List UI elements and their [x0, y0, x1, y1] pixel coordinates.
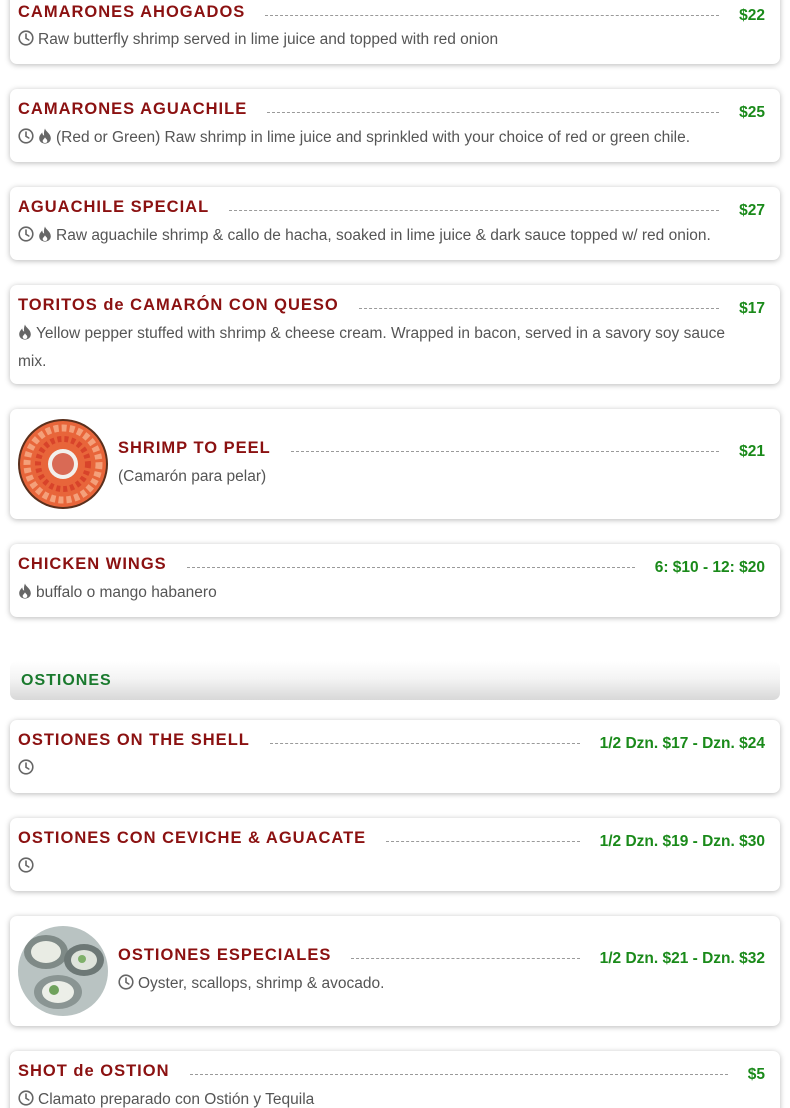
flame-icon — [38, 127, 52, 153]
item-description: Clamato preparado con Ostión y Tequila — [18, 1087, 750, 1108]
dotted-leader — [291, 451, 719, 452]
clock-icon — [118, 973, 134, 999]
flame-icon — [18, 323, 32, 349]
dotted-leader — [190, 1074, 728, 1075]
item-price: 1/2 Dzn. $17 - Dzn. $24 — [599, 734, 765, 752]
item-description: (Camarón para pelar) — [118, 468, 267, 485]
item-description: Raw aguachile shrimp & callo de hacha, soaked in lime juice & dark sauce topped w/ red onion. — [18, 223, 750, 251]
item-description: buffalo o mango habanero — [18, 580, 750, 608]
item-price: $5 — [747, 1065, 765, 1083]
dotted-leader — [265, 15, 719, 16]
clock-icon — [18, 225, 34, 251]
flame-icon — [18, 582, 32, 608]
dotted-leader — [267, 112, 719, 113]
dotted-leader — [229, 210, 719, 211]
item-description: Oyster, scallops, shrimp & avocado. — [118, 971, 750, 999]
clock-icon — [18, 127, 34, 153]
clock-icon — [18, 1089, 34, 1108]
menu-item-card[interactable] — [10, 285, 780, 384]
item-description: (Red or Green) Raw shrimp in lime juice and sprinkled with your choice of red or green chile. — [18, 125, 750, 153]
dotted-leader — [351, 958, 579, 959]
menu-item-card[interactable] — [10, 89, 780, 162]
item-price: $22 — [739, 6, 765, 24]
item-price: $21 — [739, 442, 765, 460]
section-title: OSTIONES — [21, 672, 112, 689]
item-name: SHOT de OSTION — [18, 1062, 170, 1080]
item-description — [18, 756, 750, 784]
item-name: AGUACHILE SPECIAL — [18, 198, 210, 216]
item-price: $25 — [739, 103, 765, 121]
flame-icon — [38, 225, 52, 251]
oysters-photo[interactable] — [18, 926, 108, 1016]
item-description — [18, 854, 750, 882]
clock-icon — [18, 29, 34, 55]
dotted-leader — [386, 841, 579, 842]
item-price: $27 — [739, 201, 765, 219]
item-name: OSTIONES ESPECIALES — [118, 946, 332, 964]
menu-item-card[interactable] — [10, 544, 780, 617]
section-header[interactable] — [10, 661, 780, 700]
item-name: CAMARONES AGUACHILE — [18, 100, 248, 118]
menu-item-card[interactable] — [10, 187, 780, 260]
clock-icon — [18, 758, 34, 784]
item-description: Raw butterfly shrimp served in lime juice and topped with red onion — [18, 27, 750, 55]
dotted-leader — [270, 743, 580, 744]
menu-item-card[interactable] — [10, 818, 780, 891]
item-name: TORITOS de CAMARÓN CON QUESO — [18, 296, 339, 314]
item-price: 1/2 Dzn. $19 - Dzn. $30 — [599, 832, 765, 850]
item-price: 6: $10 - 12: $20 — [654, 558, 765, 576]
menu-item-card[interactable] — [10, 720, 780, 793]
dotted-leader — [359, 308, 719, 309]
item-name: CAMARONES AHOGADOS — [18, 3, 246, 21]
item-name: SHRIMP TO PEEL — [118, 439, 271, 457]
shrimp-platter-photo[interactable] — [18, 419, 108, 509]
item-price: $17 — [739, 299, 765, 317]
item-price: 1/2 Dzn. $21 - Dzn. $32 — [599, 949, 765, 967]
clock-icon — [18, 856, 34, 882]
menu-item-card[interactable] — [10, 0, 780, 64]
menu-item-card[interactable] — [10, 916, 780, 1026]
item-name: CHICKEN WINGS — [18, 555, 167, 573]
menu-item-card[interactable] — [10, 409, 780, 519]
dotted-leader — [187, 567, 635, 568]
item-name: OSTIONES CON CEVICHE & AGUACATE — [18, 829, 367, 847]
item-description: Yellow pepper stuffed with shrimp & cheese cream. Wrapped in bacon, served in a savory soy sauce mix. — [18, 325, 725, 370]
menu-item-card[interactable] — [10, 1051, 780, 1108]
item-name: OSTIONES ON THE SHELL — [18, 731, 250, 749]
